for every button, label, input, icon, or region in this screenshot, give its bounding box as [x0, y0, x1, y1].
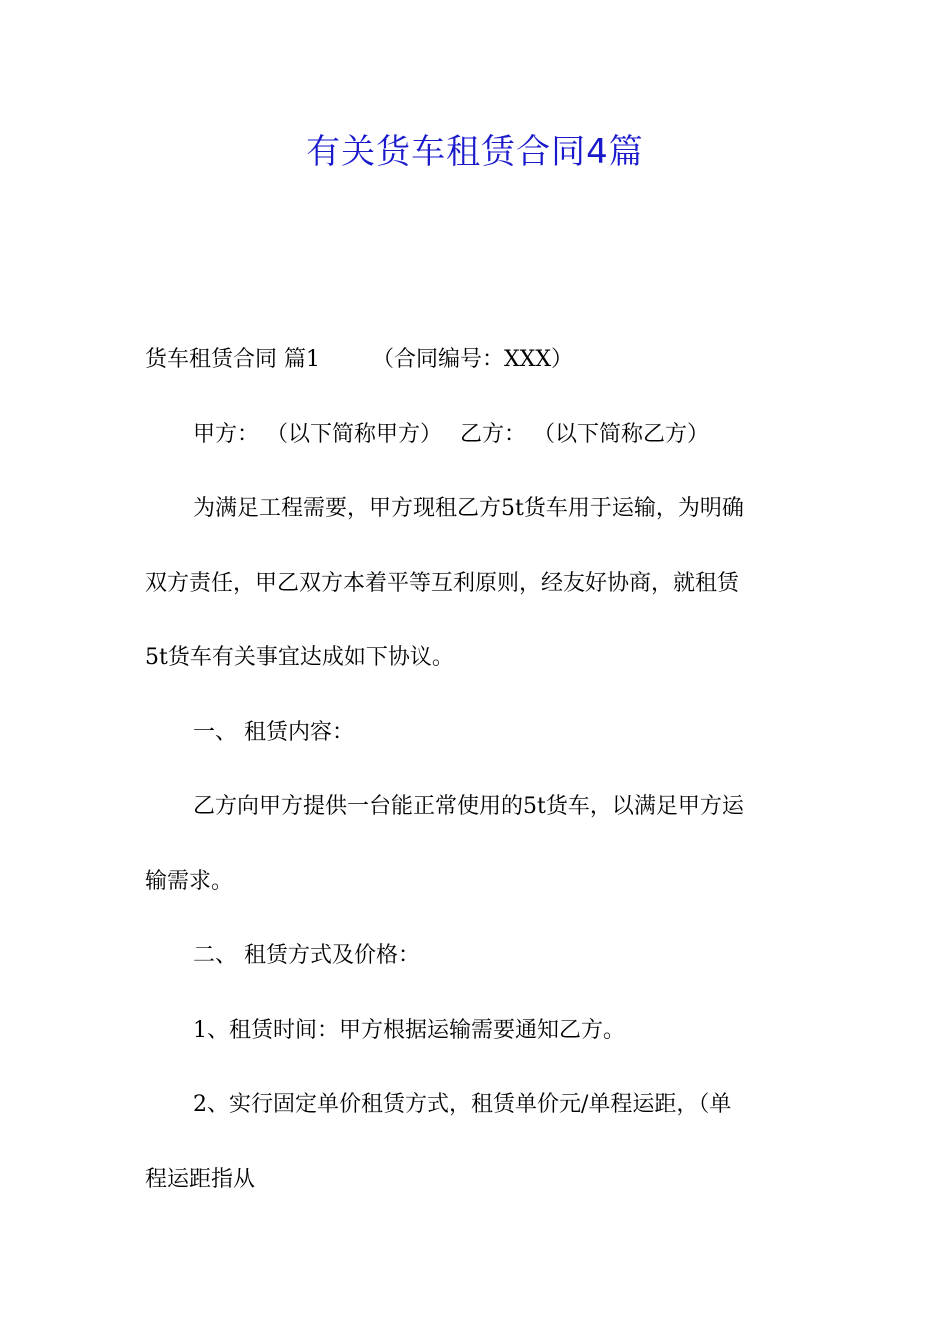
paragraph-line: 双方责任，甲乙双方本着平等互利原则，经友好协商，就租赁	[145, 570, 740, 596]
paragraph-line: 为满足工程需要，甲方现租乙方5t货车用于运输，为明确	[193, 496, 744, 521]
list-item: 1、租赁时间：甲方根据运输需要通知乙方。	[193, 1017, 625, 1043]
list-item: 2、实行固定单价租赁方式，租赁单价元/单程运距，（单	[193, 1092, 732, 1117]
contract-number: （合同编号：XXX）	[372, 347, 573, 372]
paragraph-line: 乙方向甲方提供一台能正常使用的5t货车，以满足甲方运	[193, 794, 744, 819]
document-body	[145, 336, 815, 1230]
contract-heading-line	[145, 336, 815, 411]
section-heading: 二、 租赁方式及价格：	[193, 943, 420, 968]
paragraph-line: 程运距指从	[145, 1166, 256, 1192]
party-a: 甲方： （以下简称甲方）	[193, 421, 442, 447]
paragraph-line: 5t货车有关事宜达成如下协议。	[145, 645, 454, 670]
document-title: 有关货车租赁合同4篇	[306, 132, 644, 172]
party-b: 乙方： （以下简称乙方）	[460, 421, 709, 447]
parties-line	[145, 411, 815, 486]
section-heading: 一、 租赁内容：	[193, 719, 354, 745]
part-label: 货车租赁合同 篇1	[145, 347, 320, 372]
paragraph-line: 输需求。	[145, 868, 234, 894]
